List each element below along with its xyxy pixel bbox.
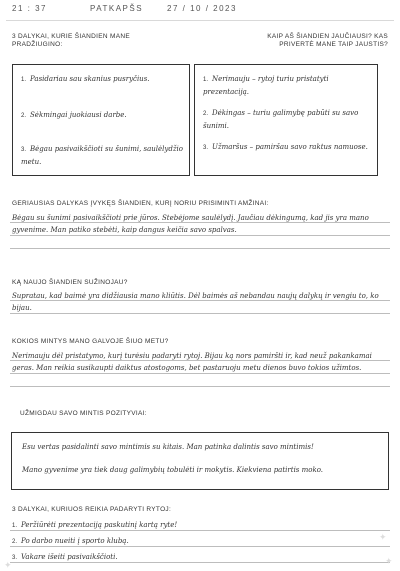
affirmation-line: Esu vertas pasidalinti savo mintimis su kitais. Man patinka dalintis savo mintimis! — [22, 443, 314, 451]
star-icon: ✦ — [379, 532, 387, 542]
learned-label: KĄ NAUJO ŠIANDIEN SUŽINOJAU? — [12, 279, 128, 286]
affirmation-box — [11, 432, 389, 490]
weekday: PATKAPŠS — [90, 4, 144, 13]
header-divider — [6, 20, 394, 21]
time: 21 : 37 — [12, 4, 47, 13]
star-icon: ✦ — [385, 556, 393, 566]
right-item: 3. Užmaršus – pamiršau savo raktus namuose. — [203, 143, 368, 151]
star-icon: ✦ — [4, 560, 12, 570]
right-box — [194, 64, 378, 176]
best-label: GERIAUSIAS DALYKAS ĮVYKĘS ŠIANDIEN, KURĮ NORIU PRISIMINTI AMŽINAI: — [12, 200, 269, 207]
date: 27 / 10 / 2023 — [167, 4, 237, 13]
right-item: 2. Dėkingas – turiu galimybę pabūti su savo šunimi. — [203, 109, 359, 130]
left-item: 1. Pasidariau sau skanius pusryčius. — [21, 75, 150, 83]
todo-item: 3. Vakare išeiti pasivaikščioti. — [12, 553, 118, 561]
left-item: 2. Sėkmingai juokiausi darbe. — [21, 111, 127, 119]
writing-line — [10, 386, 390, 387]
thoughts-text: Nerimauju dėl pristatymo, kurį turėsiu padaryti rytoj. Bijau ką nors pamiršti ir, kad neuž pakankamai geras. Man reikia susikaupti daiktus atostogoms, bet pastaruoju metu dienos buvo tokios užimtos. — [12, 352, 372, 372]
writing-line — [10, 248, 390, 249]
left-box — [12, 64, 190, 176]
affirmation-line: Mano gyvenime yra tiek daug galimybių tobulėti ir mokytis. Kiekviena patirtis moko. — [22, 466, 324, 474]
left-item: 3. Bėgau pasivaikščioti su šunimi, saulėlydžio metu. — [21, 145, 183, 166]
header — [12, 4, 388, 18]
start-three-label: 3 DALYKAI, KURIE ŠIANDIEN MANE PRADŽIUGINO: — [12, 33, 130, 48]
todo-item: 2. Po darbo nueiti į sporto klubą. — [12, 537, 129, 545]
right-item: 1. Nerimauju – rytoj turiu pristatyti prezentaciją. — [203, 75, 329, 96]
best-text: Bėgau su šunimi pasivaikščioti prie jūros. Stebėjome saulėlydį. Jaučiau dėkingumą, kad jis yra mano gyvenime. Man patiko stebėti, kaip dangus keičia savo spalvas. — [12, 214, 369, 234]
positive-label: UŽMIGDAU SAVO MINTIS POZITYVIAI: — [20, 410, 147, 417]
todo-label: 3 DALYKAI, KURIUOS REIKIA PADARYTI RYTOJ: — [12, 506, 172, 513]
learned-text: Supratau, kad baimė yra didžiausia mano kliūtis. Dėl baimės aš nebandau naujų dalykų ir vengiu to, ko bijau. — [12, 292, 379, 312]
todo-item: 1. Peržiūrėti prezentaciją paskutinį kartą ryte! — [12, 521, 178, 529]
feeling-label: KAIP AŠ ŠIANDIEN JAUČIAUSI? KAS PRIVERTĖ MANE TAIP JAUSTIS? — [267, 33, 388, 48]
thoughts-label: KOKIOS MINTYS MANO GALVOJE ŠIUO METU? — [12, 338, 169, 345]
